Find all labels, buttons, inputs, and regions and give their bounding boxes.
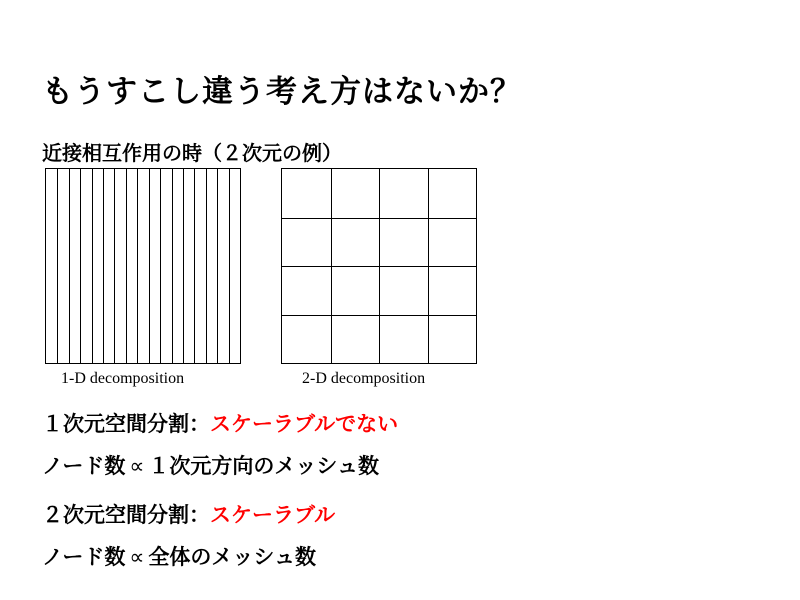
caption-1d-decomposition: 1-D decomposition (61, 370, 185, 387)
caption-2d-decomposition: 2-D decomposition (302, 370, 426, 387)
bullet-1d-relation (42, 450, 379, 480)
subtitle: 近接相互作用の時（２次元の例） (42, 141, 342, 165)
grid-line-vertical (92, 169, 93, 363)
bullet-1-lead: １次元空間分割： (42, 412, 210, 436)
bullet-4-lead: ノード数 (42, 545, 126, 569)
bullet-3-lead: ２次元空間分割： (42, 503, 210, 527)
grid-line-vertical (57, 169, 58, 363)
bullet-2d-scalability (42, 499, 335, 529)
grid-line-horizontal (282, 315, 476, 316)
grid-line-vertical (229, 169, 230, 363)
grid-line-vertical (126, 169, 127, 363)
proportional-symbol: ∝ (129, 454, 145, 478)
bullet-2-tail: １次元方向のメッシュ数 (148, 454, 379, 478)
grid-line-vertical (183, 169, 184, 363)
bullet-1d-scalability (42, 408, 398, 438)
grid-line-vertical (194, 169, 195, 363)
grid-line-vertical (80, 169, 81, 363)
figure-1d-decomposition (45, 168, 241, 364)
grid-line-vertical (172, 169, 173, 363)
bullet-1-highlight: スケーラブルでない (210, 412, 399, 436)
grid-line-vertical (114, 169, 115, 363)
grid-line-horizontal (282, 218, 476, 219)
grid-line-vertical (103, 169, 104, 363)
bullet-2-lead: ノード数 (42, 454, 126, 478)
grid-line-vertical (206, 169, 207, 363)
grid-line-vertical (160, 169, 161, 363)
page-title: もうすこし違う考え方はないか？ (42, 74, 522, 110)
grid-line-vertical (149, 169, 150, 363)
bullet-3-highlight: スケーラブル (210, 503, 336, 527)
grid-line-vertical (137, 169, 138, 363)
bullet-2d-relation (42, 541, 316, 571)
grid-line-horizontal (282, 266, 476, 267)
grid-line-vertical (69, 169, 70, 363)
bullet-4-tail: 全体のメッシュ数 (148, 545, 316, 569)
figure-2d-decomposition (281, 168, 477, 364)
grid-line-vertical (217, 169, 218, 363)
proportional-symbol: ∝ (129, 545, 145, 569)
